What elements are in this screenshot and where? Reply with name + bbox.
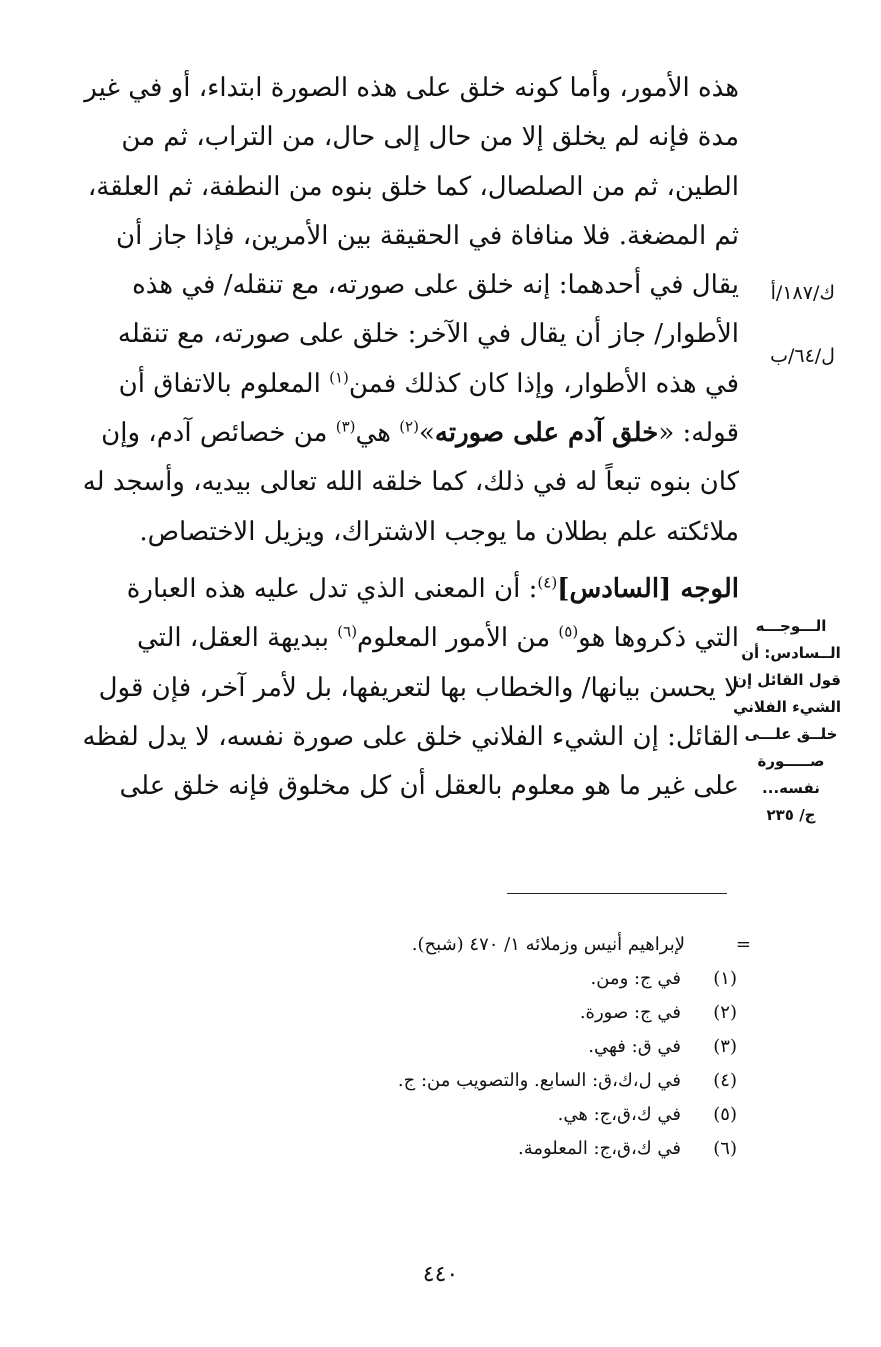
footnotes (177, 928, 751, 1166)
hadith-quote: خلق آدم على صورته (434, 418, 659, 449)
text-line: ملائكته علم بطلان ما يوجب الاشتراك، ويزيل الاختصاص. (139, 516, 739, 547)
footnote-text: في ق: فهي. (588, 1036, 681, 1057)
footnote (177, 962, 737, 996)
footnote-number: (٦) (713, 1138, 737, 1159)
text-line: يقال في أحدهما: إنه خلق على صورته، مع تنقله/ في هذه (132, 270, 739, 301)
text-line: هذه الأمور، وأما كونه خلق على هذه الصورة ابتداء، أو في غير (84, 73, 739, 103)
section-heading: الوجه [السادس] (557, 573, 739, 604)
side-heading (733, 613, 841, 829)
footnote-number: (٣) (713, 1036, 737, 1057)
side-heading-line: الـــوجـــه (755, 617, 827, 635)
side-heading-line: الشيء الفلاني (733, 698, 841, 716)
footnote-continued (177, 928, 751, 962)
footnote-number: (٢) (713, 1002, 737, 1023)
text-line: على غير ما هو معلوم بالعقل أن كل مخلوق فإنه خلق على (119, 771, 739, 802)
text-line: ثم المضغة. فلا منافاة في الحقيقة بين الأمرين، فإذا جاز أن (115, 220, 739, 251)
footnote-text: في ج: ومن. (590, 968, 681, 989)
footnote-text: في ل،ك،ق: السابع. والتصويب من: ج. (397, 1070, 681, 1091)
text-segment: من خصائص آدم، وإن (101, 418, 328, 449)
text-line (55, 565, 739, 614)
footnote-text: في ج: صورة. (579, 1002, 681, 1023)
footnote-ref: (٢) (399, 417, 419, 436)
footnote-divider (507, 893, 727, 894)
footnote-number: (١) (713, 968, 737, 989)
footnote (177, 1064, 737, 1098)
footnote (177, 1030, 737, 1064)
side-heading-line: خلــق علـــى (744, 725, 838, 743)
text-segment: من الأمور المعلوم (357, 623, 551, 654)
side-heading-line: قول القائل إن (734, 671, 841, 689)
continuation-mark: = (735, 934, 751, 955)
footnote (177, 1098, 737, 1132)
text-segment: ببديهة العقل، التي (136, 623, 329, 654)
text-line: كان بنوه تبعاً له في ذلك، كما خلقه الله تعالى بيديه، وأسجد له (82, 467, 739, 498)
text-segment: هي (355, 418, 391, 449)
footnote-text: لإبراهيم أنيس وزملائه ١/ ٤٧٠ (شبح). (411, 934, 685, 955)
footnote-ref: (٣) (335, 417, 356, 436)
side-heading-line: صـــــورة (757, 752, 825, 770)
footnote-number: (٥) (713, 1104, 737, 1125)
text-line: القائل: إن الشيء الفلاني خلق على صورة نفسه، لا يدل لفظه (82, 721, 739, 752)
text-line (55, 360, 739, 409)
footnote-number: (٤) (713, 1070, 737, 1091)
manuscript-ref: ل/٦٤/ب (770, 345, 835, 367)
text-line (55, 409, 739, 458)
text-segment: التي ذكروها هو (578, 623, 739, 654)
footnote (177, 1132, 737, 1166)
text-segment: في هذه الأطوار، وإذا كان كذلك فمن (348, 368, 739, 399)
text-segment: : أن المعنى الذي تدل عليه هذه العبارة (126, 573, 538, 604)
footnote (177, 996, 737, 1030)
text-line: لا يحسن بيانها/ والخطاب بها لتعريفها، بل لأمر آخر، فإن قول (98, 672, 739, 703)
side-heading-line: ج/ ٢٣٥ (766, 806, 816, 824)
text-line: الطين، ثم من الصلصال، كما خلق بنوه من النطفة، ثم العلقة، (87, 171, 739, 202)
footnote-ref: (٥) (558, 622, 579, 641)
text-segment: قوله: « (658, 418, 739, 449)
side-heading-line: نفسه... (762, 779, 820, 797)
footnote-text: في ك،ق،ج: هي. (557, 1104, 681, 1125)
text-segment: المعلوم بالاتفاق أن (118, 368, 321, 399)
page-number: ٤٤٠ (422, 1262, 459, 1287)
text-line (55, 614, 739, 663)
text-line: مدة فإنه لم يخلق إلا من حال إلى حال، من التراب، ثم من (121, 122, 739, 153)
footnote-text: في ك،ق،ج: المعلومة. (517, 1138, 681, 1159)
text-line: الأطوار/ جاز أن يقال في الآخر: خلق على صورته، مع تنقله (117, 319, 739, 350)
footnote-ref: (٤) (537, 573, 558, 592)
manuscript-ref: ك/١٨٧/أ (770, 282, 835, 304)
footnote-ref: (١) (329, 368, 349, 387)
main-text (55, 64, 739, 811)
side-heading-line: الــسادس: أن (741, 644, 841, 662)
footnote-ref: (٦) (337, 622, 358, 641)
text-segment: » (418, 418, 435, 449)
